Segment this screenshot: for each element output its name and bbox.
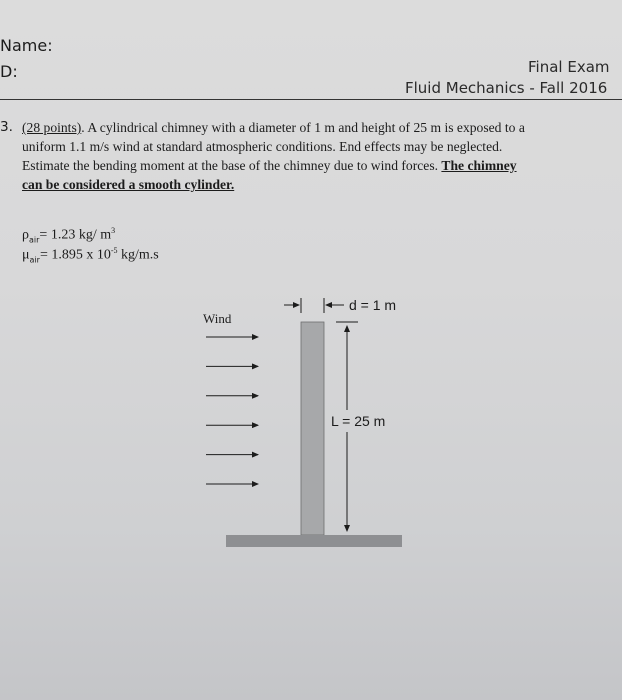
rho-value: = 1.23 kg/ m xyxy=(39,227,112,243)
air-viscosity xyxy=(22,246,159,264)
rho-exponent: 3 xyxy=(111,226,116,235)
header-divider xyxy=(0,99,622,100)
id-label: D: xyxy=(0,62,18,81)
problem-points: (28 points) xyxy=(22,120,82,135)
ground xyxy=(226,535,402,547)
chimney xyxy=(301,322,324,535)
length-label: L = 25 m xyxy=(331,413,386,429)
name-label: Name: xyxy=(0,36,53,55)
mu-symbol: μ xyxy=(22,247,30,263)
mu-subscript: air xyxy=(29,255,40,265)
problem-line-1 xyxy=(22,118,525,137)
problem-line-3-bold: The chimney xyxy=(441,158,517,173)
mu-exponent: -5 xyxy=(110,246,118,255)
wind-label: Wind xyxy=(203,311,232,326)
problem-line-3-text: Estimate the bending moment at the base of the chimney due to wind forces. xyxy=(22,158,442,173)
chimney-diagram xyxy=(0,290,622,560)
problem-number: 3. xyxy=(0,119,13,135)
wind-arrows xyxy=(206,337,258,484)
course-title: Fluid Mechanics - Fall 2016 xyxy=(405,79,608,97)
exam-title: Final Exam xyxy=(528,58,610,76)
mu-unit: kg/m.s xyxy=(117,247,159,263)
diameter-dimension xyxy=(284,298,344,313)
mu-value: = 1.895 x 10 xyxy=(39,247,111,263)
diameter-label: d = 1 m xyxy=(349,297,397,313)
rho-symbol: ρ xyxy=(22,227,29,243)
problem-line-2: uniform 1.1 m/s wind at standard atmospheric conditions. End effects may be neglected. xyxy=(22,139,503,154)
air-density xyxy=(22,226,115,244)
problem-line-1-text: . A cylindrical chimney with a diameter of 1 m and height of 25 m is exposed to a xyxy=(81,120,525,135)
problem-line-3 xyxy=(22,156,517,175)
rho-subscript: air xyxy=(29,235,40,245)
problem-line-4: can be considered a smooth cylinder. xyxy=(22,177,235,192)
